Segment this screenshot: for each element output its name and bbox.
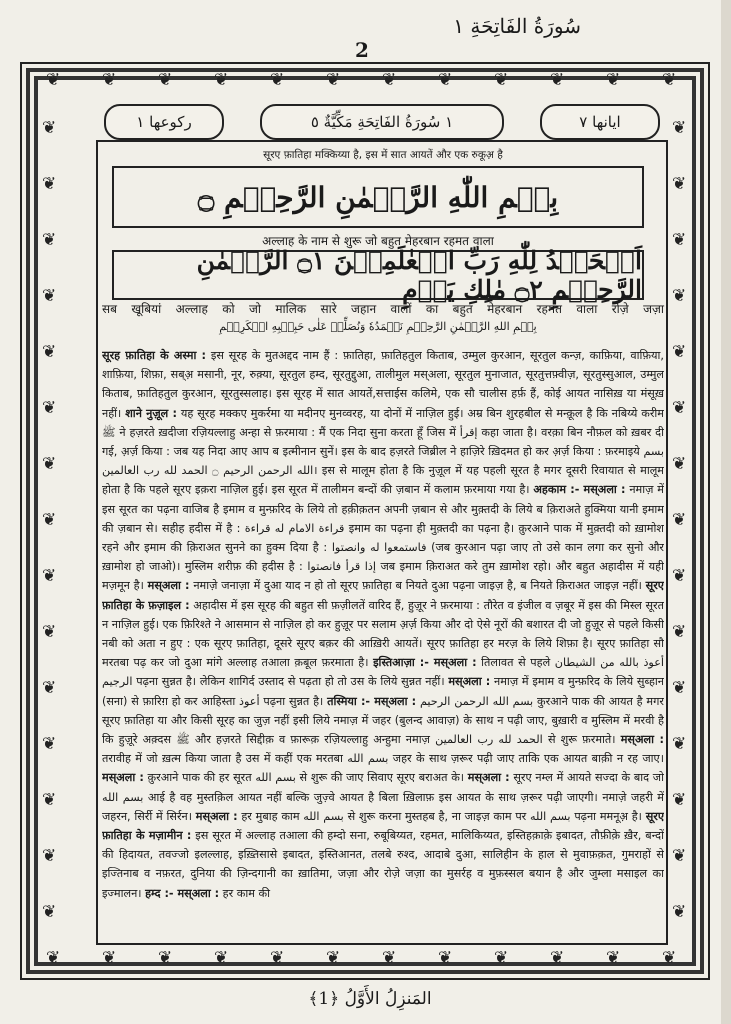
manzil-footer: المَنزِلُ الأَوَّلُ ﴿1﴾ xyxy=(308,989,432,1009)
commentary-heading: मस्अला : xyxy=(620,733,664,747)
page-edge xyxy=(721,0,731,1024)
commentary-text: तिलावत से पहले أعوذ بالله من الشيطان الرجيم पढ़ना सुन्नत है। लेकिन शागिर्द उस्ताद से पढ़ता हो तो उस के लिये सुन्नत नहीं। xyxy=(102,656,664,689)
commentary-text: नमाज़े जनाज़ा में दुआ याद न हो तो सूरए फ़ातिहा ब नियते दुआ पढ़ना जाइज़ है, ब नियते क़िराअत जाइज़ नहीं। xyxy=(189,579,646,593)
flourish-icon: ❦ xyxy=(672,846,687,866)
ayat-count-cartouche: ايانها ٧ xyxy=(540,104,660,140)
commentary-heading: मस्अला : xyxy=(102,771,144,785)
flourish-icon: ❦ xyxy=(672,398,687,418)
flourish-icon: ❦ xyxy=(550,948,565,968)
flourish-icon: ❦ xyxy=(494,948,509,968)
flourish-icon: ❦ xyxy=(42,454,57,474)
commentary-text: यह सूरह मक्कए मुकर्रमा या मदीनए मुनव्वरह, या दोनों में नाज़िल हुई। अम्र बिन शुरहबील से मन्क़ूल है कि नबिय्ये करीम ﷺ ने हज़रते ख़दीजा रज़ियल्लाहु अन्हा से फ़रमाया : मैं एक निदा सुना करता हूँ जिस में إقرأ कहा जाता है। वरक़ा बिन नौफ़ल को ख़बर दी गई, अ़र्ज़ किया : जब यह निदा आए आप ब इत्मीनान सुनें। इस के बाद हज़रते जिब्रील ने हाज़िरे ख़िदमत हो कर अ़र्ज़ किया : फ़रमाइये بسم الله الرحمن الرحيم ۝ الحمد لله رب العالمين। इस से मालूम होता है कि नुज़ूल में यह पहली सूरत है मगर दूसरी रिवायात से मालूम होता है कि पहले सूरए इक़रा नाज़िल हुई। इस सूरत में तालीमन बन्दों की ज़बान में कलाम फ़रमाया गया है। xyxy=(102,406,664,497)
flourish-icon: ❦ xyxy=(42,398,57,418)
commentary-heading: हम्द :- मस्अला : xyxy=(145,886,220,900)
flourish-icon: ❦ xyxy=(42,846,57,866)
verse-arabic: اَلۡحَمۡدُ لِلّٰهِ رَبِّ الۡعٰلَمِيۡنَ ۝١ الرَّحۡمٰنِ الرَّحِيۡمِ ۝٢ مٰلِكِ يَوۡمِ xyxy=(196,246,642,304)
flourish-icon: ❦ xyxy=(46,948,61,968)
commentary-text: क़ुरआने पाक की हर सूरत بسم الله से शुरू की जाए सिवाए सूरए बराअत के। xyxy=(143,771,468,785)
commentary-text: हर काम की xyxy=(219,886,270,900)
flourish-icon: ❦ xyxy=(326,70,341,90)
flourish-icon: ❦ xyxy=(494,70,509,90)
page-number: 2 xyxy=(355,38,369,62)
commentary-text: नमाज़ में इमाम व मुन्फ़रिद के लिये सुब्हान (सना) से फ़ारिग़ हो कर आहिस्ता أعوذ पढ़ना सुन्नत है। xyxy=(102,675,664,708)
commentary-text: हर मुबाह काम بسم الله से शुरू करना मुस्तहब है, ना जाइज़ काम पर بسم الله पढ़ना ममनूअ़ है। xyxy=(237,809,646,823)
flourish-icon: ❦ xyxy=(42,678,57,698)
commentary-heading: अहकाम :- मस्अला : xyxy=(533,483,626,497)
flourish-icon: ❦ xyxy=(550,70,565,90)
commentary-text: तरावीह में जो ख़त्म किया जाता है उस में कहीं एक मरतबा بسم الله जहर के साथ ज़रूर पढ़ी जाए ताकि एक आयत बाक़ी न रह जाए। xyxy=(102,752,664,766)
flourish-icon: ❦ xyxy=(158,948,173,968)
commentary-heading: सूरए फ़ातिहा के फ़ज़ाइल : xyxy=(102,579,664,612)
flourish-icon: ❦ xyxy=(662,70,677,90)
flourish-icon: ❦ xyxy=(382,948,397,968)
flourish-icon: ❦ xyxy=(672,734,687,754)
flourish-icon: ❦ xyxy=(42,902,57,922)
flourish-icon: ❦ xyxy=(606,70,621,90)
surah-title-cartouche: ١ سُورَةُ الفَاتِحَةِ مَكِّيَّةٌ ٥ xyxy=(260,104,504,140)
flourish-icon: ❦ xyxy=(42,286,57,306)
bismillah-translation: अल्लाह के नाम से शुरू जो बहुत मेहरबान रहमत वाला xyxy=(262,234,494,248)
surah-intro: सूरए फ़ातिहा मक्किय्या है, इस में सात आयतें और एक रुकूअ़ है xyxy=(263,149,503,161)
verse-box xyxy=(112,246,644,304)
flourish-icon: ❦ xyxy=(42,734,57,754)
bismillah-box xyxy=(112,166,644,228)
flourish-icon: ❦ xyxy=(672,454,687,474)
flourish-icon: ❦ xyxy=(102,948,117,968)
flourish-icon: ❦ xyxy=(42,790,57,810)
flourish-icon: ❦ xyxy=(214,948,229,968)
flourish-icon: ❦ xyxy=(672,678,687,698)
flourish-icon: ❦ xyxy=(42,230,57,250)
flourish-icon: ❦ xyxy=(382,70,397,90)
commentary-text: अहादीस में इस सूरह की बहुत सी फ़ज़ीलतें वारिद हैं, हुज़ूर ने फ़रमाया : तौरेत व इंजील व ज़बूर में इस की मिस्ल सूरत न नाज़िल हुई। एक फ़िरिश्ते ने आसमान से नाज़िल हो कर हुज़ूर पर सलाम अ़र्ज़ किया और दो ऐसे नूरों की बशारत दी जो हुज़ूर से पहले किसी नबी को अता न हुए : एक सूरए फ़ातिहा, दूसरे सूरए बक़र की आख़िरी आयतें। सूरए फ़ातिहा हर मरज़ के लिये शिफ़ा है। सूरए फ़ातिहा सौ मरतबा पढ़ कर जो दुआ मांगे अल्लाह तआला क़बूल फ़रमाता है। xyxy=(102,598,664,670)
flourish-icon: ❦ xyxy=(672,230,687,250)
commentary-heading: इस्तिआज़ा :- मस्अला : xyxy=(373,656,477,670)
flourish-icon: ❦ xyxy=(606,948,621,968)
flourish-icon: ❦ xyxy=(42,342,57,362)
commentary-text: नमाज़ में इस सूरत का पढ़ना वाजिब है इमाम व मुन्फ़रिद के लिये तो हक़ीक़तन अपनी ज़बान से और मुक़्तदी के लिये ब क़िराअते हुक्मिया यानी इमाम की ज़बान से। सहीह हदीस में है : قراءة الامام له قراءة इमाम का पढ़ना ही मुक़्तदी का पढ़ना है। क़ुरआने पाक में मुक़्तदी को ख़ामोश रहने और इमाम की क़िराअत सुनने का हुक्म दिया है : فاستمعوا له وانصتوا (जब कुरआन पढ़ा जाए तो उसे कान लगा कर सुनो और ख़ामोश हो जाओ)। मुस्लिम शरीफ़ की हदीस है : إذا قرأ فانصتوا जब इमाम क़िराअत करे तुम ख़ामोश रहो। और बहुत अहादीस में यही मज़मून है। xyxy=(102,483,664,593)
flourish-icon: ❦ xyxy=(672,790,687,810)
running-header-surah: سُورَةُ الفَاتِحَةِ ١ xyxy=(453,14,581,38)
surah-info-bar xyxy=(98,104,666,138)
bismillah-arabic: بِسۡمِ اللّٰهِ الرَّحۡمٰنِ الرَّحِيۡمِ ۝ xyxy=(197,180,559,214)
flourish-icon: ❦ xyxy=(326,948,341,968)
flourish-icon: ❦ xyxy=(42,510,57,530)
flourish-icon: ❦ xyxy=(270,948,285,968)
commentary-heading: शाने नुज़ूल : xyxy=(125,406,177,420)
flourish-icon: ❦ xyxy=(672,510,687,530)
flourish-icon: ❦ xyxy=(672,566,687,586)
flourish-icon: ❦ xyxy=(672,342,687,362)
flourish-icon: ❦ xyxy=(214,70,229,90)
flourish-icon: ❦ xyxy=(672,902,687,922)
commentary-heading: मस्अला : xyxy=(467,771,510,785)
flourish-icon: ❦ xyxy=(42,622,57,642)
commentary-heading: मस्अला : xyxy=(195,809,238,823)
flourish-icon: ❦ xyxy=(438,948,453,968)
flourish-icon: ❦ xyxy=(672,118,687,138)
commentary-heading: मस्अला : xyxy=(147,579,190,593)
commentary-text: इस सूरह के मुतअद्दद नाम हैं : फ़ातिहा, फ़ातिहतुल किताब, उम्मुल कुरआन, सूरतुल कन्ज़, काफ़िया, वाफ़िया, शाफ़िया, शिफ़ा, सब्अ़ मसानी, नूर, रुक़्या, सूरतुल हम्द, सूरतुद्दुआ, तालीमुल मस्अला, सूरतुल मुनाजात, सूरतुत्तफ़्वीज़, सूरतुस्सुआल, उम्मुल किताब, फ़ातिहतुल कुरआन, सूरतुस्सलाह। इस सूरह में सात आयतें,सत्ताईस कलिमे, एक सौ चालीस हर्फ़ हैं, कोई आयत नासिख़ या मंसूख़ नहीं। xyxy=(102,349,664,420)
opening-prayer: بِسۡمِ اللهِ الرَّحۡمٰنِ الرَّحِيۡمِ نَحۡمَدُهٗ وَنُصَلِّيۡ عَلٰى حَبِيۡبِهِ الۡكَرِيۡمِ xyxy=(219,320,537,333)
flourish-icon: ❦ xyxy=(42,566,57,586)
tafsir-commentary xyxy=(102,346,664,946)
commentary-text: इस सूरत में अल्लाह तआला की हम्दो सना, रुबूबिय्यत, रहमत, मालिकिय्यत, इस्तिहक़ाक़े इबादत, तौफ़ीक़े ख़ैर, बन्दों की हिदायत, तवज्जो इलल्लाह, इख़्तिसासे इबादत, इस्तिआनत, तलबे रुश्द, आदाबे दुआ, सालिहीन के हाल से मुवाफ़क़त, गुमराहों से इज्तिनाब व नफ़रत, दुनिया की ज़िन्दगानी का ख़ातिमा, जज़ा और रोज़े जज़ा का मुसर्रह व मुफ़स्सल बयान है और जुम्ला मसाइल का इज्मालन। xyxy=(102,829,664,900)
ruku-count-cartouche: رکوعها ١ xyxy=(104,104,224,140)
flourish-icon: ❦ xyxy=(672,286,687,306)
commentary-text: सूरए नम्ल में आयते सज्दा के बाद जो بسم الله आई है वह मुस्तक़िल आयत नहीं बल्कि जुज़्वे आयत है बिला ख़िलाफ़ इस आयत के साथ ज़रूर पढ़ी जाएगी। नमाज़े जहरी में जहरन, सिर्री में सिर्रन। xyxy=(102,771,664,823)
commentary-heading: सूरह फ़ातिहा के अस्मा : xyxy=(102,349,207,362)
flourish-icon: ❦ xyxy=(42,174,57,194)
flourish-icon: ❦ xyxy=(672,174,687,194)
flourish-icon: ❦ xyxy=(270,70,285,90)
flourish-icon: ❦ xyxy=(438,70,453,90)
verse-translation: सब खूबियां अल्लाह को जो मालिक सारे जहान वालों का बहुत मेहरबान रहमत वाला रोज़े जज़ा xyxy=(102,302,664,316)
flourish-icon: ❦ xyxy=(46,70,61,90)
flourish-icon: ❦ xyxy=(672,622,687,642)
flourish-icon: ❦ xyxy=(662,948,677,968)
commentary-text: بسم الله الرحمن الرحيم कुरआने पाक की आयत है मगर सूरए फ़ातिहा या और किसी सूरह का जुज़ नहीं इसी लिये नमाज़ में जहर (बुलन्द आवाज़) के साथ न पढ़ी जाए, बुख़ारी व मुस्लिम में मरवी है कि हुज़ूरे अक़्दस ﷺ और हज़रते सिद्दीक़ व फ़ारूक़ रज़ियल्लाहु अन्हुमा नमाज़ الحمد لله رب العالمين से शुरू फ़रमाते। xyxy=(102,694,664,747)
flourish-icon: ❦ xyxy=(102,70,117,90)
commentary-heading: मस्अला : xyxy=(448,675,491,689)
commentary-heading: सूरए फ़ातिहा के मज़ामीन : xyxy=(102,809,664,843)
flourish-icon: ❦ xyxy=(158,70,173,90)
flourish-icon: ❦ xyxy=(42,118,57,138)
commentary-heading: तस्मिया :- मस्अला : xyxy=(327,694,417,708)
